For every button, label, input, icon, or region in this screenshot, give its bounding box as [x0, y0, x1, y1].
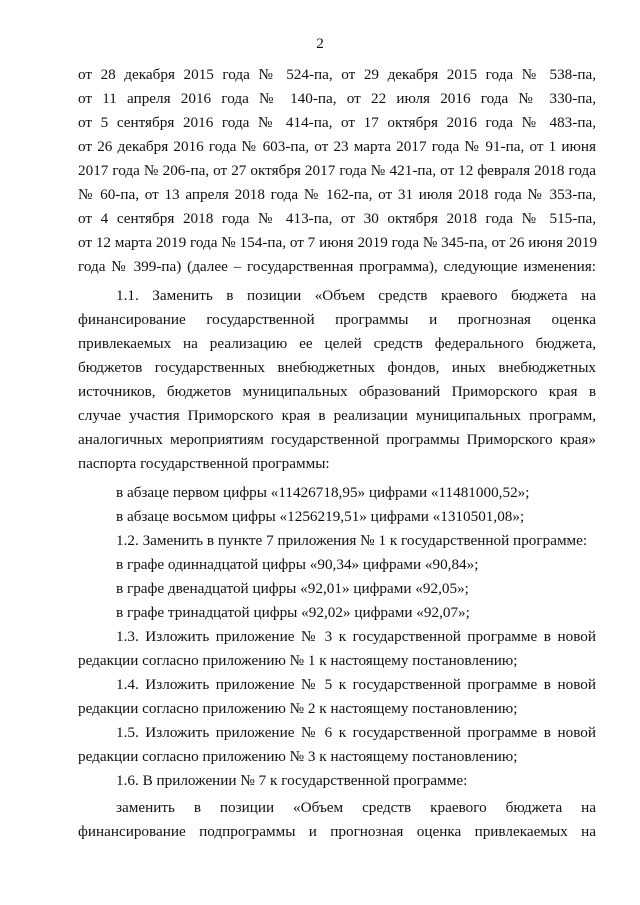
page-number: 2 — [316, 35, 324, 52]
paragraph-1-1-start: 1.1. Заменить в позиции «Объем средств краевого бюджета на — [116, 287, 596, 304]
paragraph-1-2: 1.2. Заменить в пункте 7 приложения № 1 к государственной программе: — [116, 532, 588, 549]
text-line: в графе тринадцатой цифры «92,02» цифрами «92,07»; — [116, 604, 470, 621]
text-line: в абзаце восьмом цифры «1256219,51» цифрами «1310501,08»; — [116, 508, 525, 525]
text-line: от 26 декабря 2016 года № 603-па, от 23 марта 2017 года № 91-па, от 1 июня — [78, 138, 596, 155]
text-line: 2017 года № 206-па, от 27 октября 2017 года № 421-па, от 12 февраля 2018 года — [78, 162, 596, 179]
text-line: редакции согласно приложению № 3 к настоящему постановлению; — [78, 748, 518, 765]
text-line: паспорта государственной программы: — [78, 455, 330, 472]
text-line: редакции согласно приложению № 2 к настоящему постановлению; — [78, 700, 518, 717]
paragraph-1-4: 1.4. Изложить приложение № 5 к государственной программе в новой — [116, 676, 596, 693]
text-line: бюджетов государственных внебюджетных фондов, иных внебюджетных — [78, 359, 596, 376]
text-line: в графе двенадцатой цифры «92,01» цифрами «92,05»; — [116, 580, 469, 597]
text-line: источников, бюджетов муниципальных образований Приморского края в — [78, 383, 596, 400]
text-line: редакции согласно приложению № 1 к настоящему постановлению; — [78, 652, 518, 669]
text-line: привлекаемых на реализацию ее целей средств федерального бюджета, — [78, 335, 596, 352]
text-line: заменить в позиции «Объем средств краевого бюджета на — [116, 799, 596, 816]
text-line: от 5 сентября 2016 года № 414-па, от 17 октября 2016 года № 483-па, — [78, 114, 596, 131]
paragraph-1-5: 1.5. Изложить приложение № 6 к государственной программе в новой — [116, 724, 596, 741]
text-line: года № 399-па) (далее – государственная программа), следующие изменения: — [78, 258, 596, 275]
text-line: от 28 декабря 2015 года № 524-па, от 29 декабря 2015 года № 538-па, — [78, 66, 596, 83]
text-line: в графе одиннадцатой цифры «90,34» цифрами «90,84»; — [116, 556, 479, 573]
text-line: финансирование государственной программы и прогнозная оценка — [78, 311, 596, 328]
text-line: от 11 апреля 2016 года № 140-па, от 22 июля 2016 года № 330-па, — [78, 90, 596, 107]
text-line: финансирование подпрограммы и прогнозная оценка привлекаемых на — [78, 823, 596, 840]
text-line: № 60-па, от 13 апреля 2018 года № 162-па, от 31 июля 2018 года № 353-па, — [78, 186, 596, 203]
text-line: аналогичных мероприятиям государственной программы Приморского края» — [78, 431, 596, 448]
text-line: в абзаце первом цифры «11426718,95» цифрами «11481000,52»; — [116, 484, 530, 501]
paragraph-1-6: 1.6. В приложении № 7 к государственной программе: — [116, 772, 468, 789]
text-line: от 4 сентября 2018 года № 413-па, от 30 октября 2018 года № 515-па, — [78, 210, 596, 227]
paragraph-1-3: 1.3. Изложить приложение № 3 к государственной программе в новой — [116, 628, 596, 645]
text-line: случае участия Приморского края в реализации муниципальных программ, — [78, 407, 596, 424]
text-line: от 12 марта 2019 года № 154-па, от 7 июня 2019 года № 345-па, от 26 июня 2019 — [78, 234, 598, 251]
